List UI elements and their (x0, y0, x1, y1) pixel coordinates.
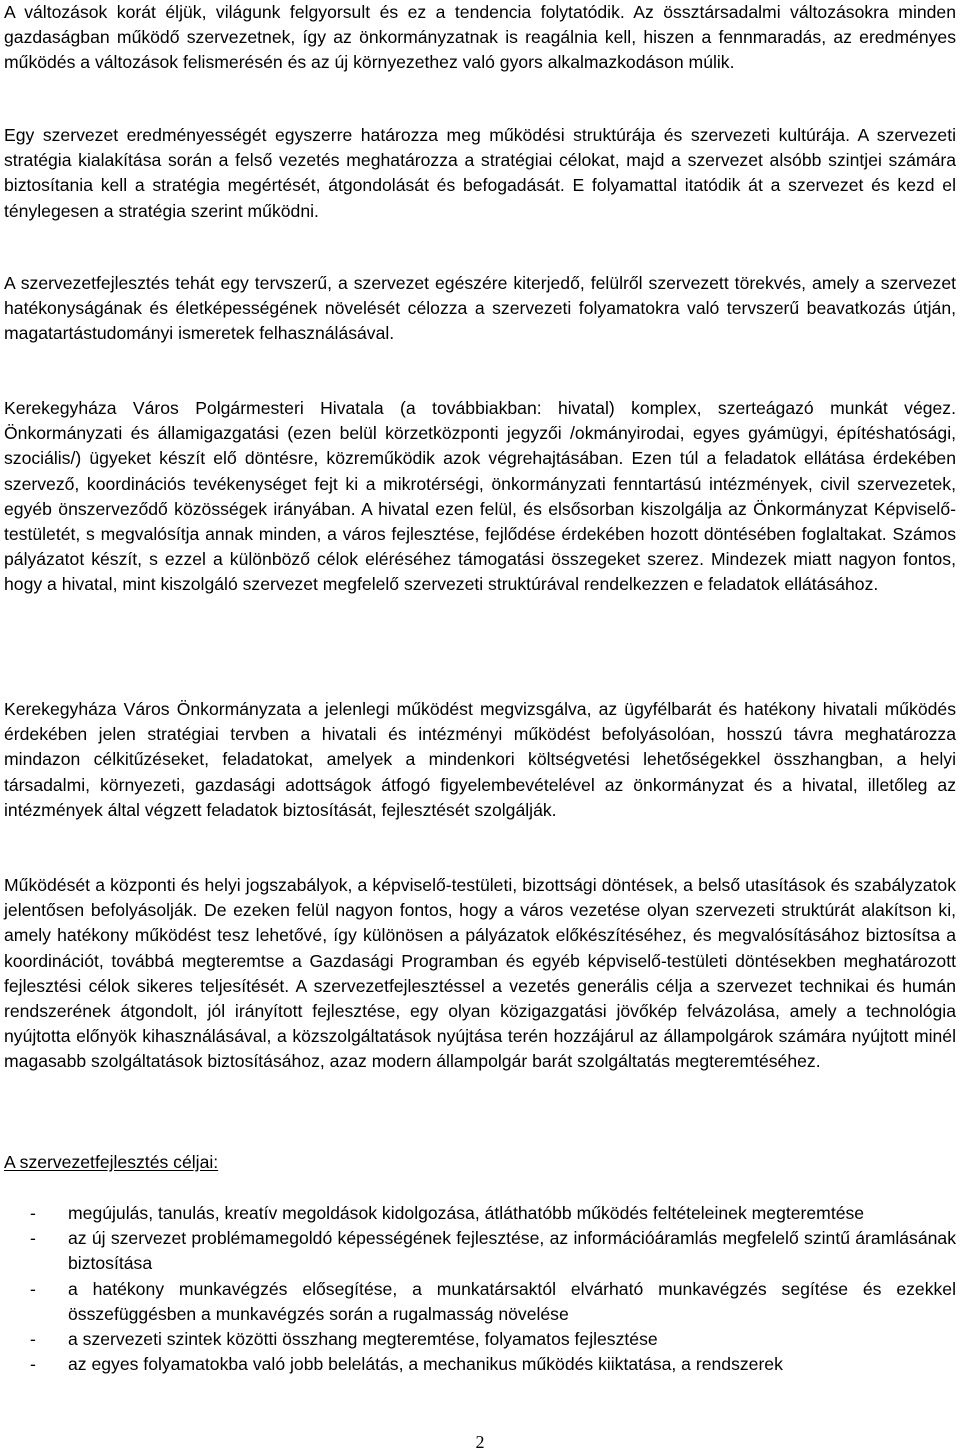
list-item (4, 1352, 956, 1377)
paragraph-municipality: Kerekegyháza Város Önkormányzata a jelenlegi működést megvizsgálva, az ügyfélbarát és hatékony hivatali működés érdekében jelen stratégiai tervben a hivatali és intézményi működést befolyásolóan, hosszú távra meghatározza mindazon célkitűzéseket, feladatokat, amelyek a mindenkori költségvetési lehetőségekkel összhangban, a helyi társadalmi, környezeti, gazdasági adottságok átfogó figyelembevételével az önkormányzat és a hivatal, illetőleg az intézmények által végzett feladatok biztosítását, fejlesztését szolgálják. (4, 699, 956, 820)
goals-heading: A szervezetfejlesztés céljai: (4, 1152, 219, 1172)
list-item (4, 1201, 956, 1226)
list-item (4, 1327, 956, 1352)
list-bullet: - (30, 1278, 36, 1299)
list-item-text: megújulás, tanulás, kreatív megoldások kidolgozása, átláthatóbb működés feltételeinek megteremtése (68, 1203, 865, 1223)
list-item-text: a szervezeti szintek közötti összhang megteremtése, folyamatos fejlesztése (68, 1329, 658, 1350)
list-item (4, 1277, 956, 1327)
list-bullet: - (30, 1329, 36, 1350)
paragraph-changes: A változások korát éljük, világunk felgyorsult és ez a tendencia folytatódik. Az össztársadalmi változásokra minden gazdaságban működő szervezetnek, így az önkormányzatnak is reagálnia kell, hiszen a fennmaradás, az eredményes működés a változások felismerésén és az új környezethez való gyors alkalmazkodáson múlik. (4, 2, 956, 73)
goals-list (4, 1201, 956, 1377)
paragraph-mayors-office: Kerekegyháza Város Polgármesteri Hivatala (a továbbiakban: hivatal) komplex, szerteágazó munkát végez. Önkormányzati és államigazgatási (ezen belül körzetközponti jegyzői /okmányirodai, egyes gyámügyi, építéshatósági, szociális/) ügyeket készít elő döntésre, közreműködik azok végrehajtásában. Ezen túl a feladatok ellátása érdekében szervező, koordinációs tevékenységet fejt ki a mikrotérségi, önkormányzati fenntartású intézmények, civil szervezetek, egyéb önszerveződő közösségek irányában. A hivatal ezen felül, és elsősorban kiszolgálja az Önkormányzat Képviselő-testületét, s megvalósítja annak minden, a város fejlesztése, fejlődése érdekében hozott döntésében foglaltakat. Számos pályázatot készít, s ezzel a különböző célok eléréséhez támogatási összegeket szerez. Mindezek miatt nagyon fontos, hogy a hivatal, mint kiszolgáló szervezet megfelelő szervezeti struktúrával rendelkezzen e feladatok ellátásához. (4, 398, 956, 595)
paragraph-effectiveness: Egy szervezet eredményességét egyszerre határozza meg működési struktúrája és szervezeti kultúrája. A szervezeti stratégia kialakítása során a felső vezetés meghatározza a stratégiai célokat, majd a szervezet alsóbb szintjei számára biztosítania kell a stratégia megértését, átgondolását és befogadását. E folyamattal itatódik át a szervezet és kezd el ténylegesen a stratégia szerint működni. (4, 125, 956, 221)
paragraph-organization-development: A szervezetfejlesztés tehát egy tervszerű, a szervezet egészére kiterjedő, felülről szervezett törekvés, amely a szervezet hatékonyságának és életképességének növelését célozza a szervezeti folyamatokra való tervszerű beavatkozás útján, magatartástudományi ismeretek felhasználásával. (4, 273, 956, 344)
list-item (4, 1226, 956, 1276)
list-bullet: - (30, 1228, 36, 1249)
page-number: 2 (475, 1432, 485, 1452)
list-item-text: az új szervezet problémamegoldó képességének fejlesztése, az információáramlás megfelelő szintű áramlásának biztosítása (68, 1228, 956, 1274)
paragraph-operation: Működését a központi és helyi jogszabályok, a képviselő-testületi, bizottsági döntések, a belső utasítások és szabályzatok jelentősen befolyásolják. De ezeken felül nagyon fontos, hogy a város vezetése olyan szervezeti struktúrát alakítson ki, amely hatékony működést tesz lehetővé, így különösen a pályázatok előkészítéséhez, és megvalósításához biztosítsa a koordinációt, továbbá megteremtse a Gazdasági Programban és egyéb képviselő-testületi döntésekben meghatározott fejlesztési célok sikeres teljesítését. A szervezetfejlesztéssel a vezetés generális célja a szervezet technikai és humán rendszerének átgondolt, jól irányított fejlesztése, egy olyan közigazgatási jövőkép felvázolása, amely a technológia nyújtotta előnyök kihasználásával, a közszolgáltatások nyújtása terén hozzájárul az állampolgárok számára nyújtott minél magasabb szolgáltatások biztosításához, azaz modern állampolgár barát szolgáltatás megteremtéséhez. (4, 875, 956, 1072)
list-item-text: a hatékony munkavégzés elősegítése, a munkatársaktól elvárható munkavégzés segítése és ezekkel összefüggésben a munkavégzés során a rugalmasság növelése (68, 1278, 956, 1324)
list-bullet: - (30, 1203, 36, 1223)
list-item-text: az egyes folyamatokba való jobb belelátás, a mechanikus működés kiiktatása, a rendszerek (68, 1354, 783, 1375)
list-bullet: - (30, 1354, 36, 1375)
